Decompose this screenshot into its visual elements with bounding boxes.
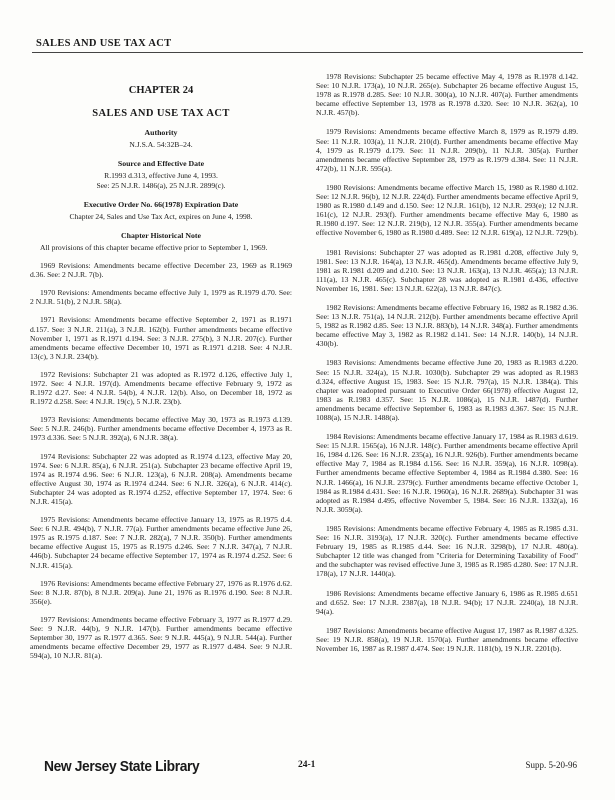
history-heading: Chapter Historical Note xyxy=(121,230,201,240)
expiration-text: Chapter 24, Sales and Use Tax Act, expires on June 4, 1998. xyxy=(69,211,253,221)
chapter-number: CHAPTER 24 xyxy=(128,85,194,96)
history-paragraph: 1983 Revisions: Amendments became effective June 20, 1983 as R.1983 d.220. See: 15 N.J.R. 324(a), 15 N.J.R. 1030(b). Subchapter 29 was adopted as R.1983 d.324, effective August 15, 1983. See: 15 N.J.R. 797(a), 15 N.J.R. 1384(a). This chapter was readopted pursuant to Executive Order 66(1978) effective August 12, 1983 as R.1983 d.357. See: 15 N.J.R. 1086(a), 15 N.J.R. 1487(d). Further amendments became effective September 6, 1983 as R.1983 d.367. See: 15 N.J.R. 1088(a), 15 N.J.R. 1488(a). xyxy=(316,358,578,422)
history-paragraph: 1975 Revisions: Amendments became effective January 13, 1975 as R.1975 d.4. See: 6 N.J.R. 494(b), 7 N.J.R. 77(a). Further amendments became effective June 26, 1975 as R.1975 d.187. See: 7 N.J.R. 282(a), 7 N.J.R. 350(b). Further amendments became effective August 15, 1975 as R.1975 d.246. See: 7 N.J.R. 347(a), 7 N.J.R. 446(b). Subchapter 24 became effective September 17, 1974 as R.1974 d.252. See: 6 N.J.R. 415(a). xyxy=(30,515,292,570)
history-paragraph: 1987 Revisions: Amendments became effective August 17, 1987 as R.1987 d.325. See: 19 N.J.R. 858(a), 19 N.J.R. 1570(a). Further amendments became effective November 16, 1987 as R.1987 d.474. See: 19 N.J.R. 1181(b), 19 N.J.R. 2201(b). xyxy=(316,625,578,653)
supplement-date: Supp. 5-20-96 xyxy=(525,760,577,770)
history-paragraph: 1976 Revisions: Amendments became effective February 27, 1976 as R.1976 d.62. See: 8 N.J.R. 87(b), 8 N.J.R. 209(a). June 21, 1976 as R.1976 d.190. See: 8 N.J.R. 356(e). xyxy=(30,578,292,606)
header-rule xyxy=(32,52,583,53)
expiration-heading: Executive Order No. 66(1978) Expiration Date xyxy=(83,199,239,209)
left-column xyxy=(30,86,292,669)
history-paragraph: 1982 Revisions: Amendments became effective February 16, 1982 as R.1982 d.36. See: 13 N.J.R. 751(a), 14 N.J.R. 212(b). Further amendments became effective April 5, 1982 as R.1982 d.85. See: 13 N.J.R. 883(b), 14 N.J.R. 348(a). Further amendments became effective May 3, 1982 as R.1982 d.141. See: 14 N.J.R. 140(b), 14 N.J.R. 430(b). xyxy=(316,302,578,349)
history-paragraph: 1974 Revisions: Subchapter 22 was adopted as R.1974 d.123, effective May 20, 1974. See: 6 N.J.R. 85(a), 6 N.J.R. 251(a). Subchapter 23 became effective April 19, 1974 as R.1974 d.96. See: 6 N.J.R. 123(a), 6 N.J.R. 208(a). Amendments became effective August 30, 1974 as R.1974 d.244. See: 6 N.J.R. 326(a), 6 N.J.R. 414(c). Subchapter 24 was adopted as R.1974 d.252, effective September 17, 1974. See: 6 N.J.R. 415(a). xyxy=(30,451,292,506)
source-heading: Source and Effective Date xyxy=(117,159,205,169)
source-text-2: See: 25 N.J.R. 1486(a), 25 N.J.R. 2899(c). xyxy=(96,180,226,190)
history-paragraph: 1977 Revisions: Amendments became effective February 3, 1977 as R.1977 d.29. See: 9 N.J.R. 44(b), 9 N.J.R. 147(b). Further amendments became effective September 30, 1977 as R.1977 d.365. See: 9 N.J.R. 445(a), 9 N.J.R. 544(a). Further amendments became effective December 29, 1977 as R.1977 d.484. See: 9 N.J.R. 594(a), 10 N.J.R. 81(a). xyxy=(30,614,292,661)
history-paragraph: 1971 Revisions: Amendments became effective September 2, 1971 as R.1971 d.157. See: 3 N.J.R. 211(a), 3 N.J.R. 162(b). Further amendments became effective November 1, 1971 as R.1971 d.194. See: 3 N.J.R. 275(b), 3 N.J.R. 207(c). Further amendments became effective December 10, 1971 as R.1971 d.218. See: 4 N.J.R. 13(c), 3 N.J.R. 234(b). xyxy=(30,315,292,361)
history-paragraph: 1980 Revisions: Amendments became effective March 15, 1980 as R.1980 d.102. See: 12 N.J.R. 96(b), 12 N.J.R. 224(d). Further amendments became effective April 9, 1980 as R.1980 d.149 and d.150. See: 12 N.J.R. 161(b), 12 N.J.R. 293(e); 12 N.J.R. 161(c), 12 N.J.R. 293(f). Further amendments became effective May 6, 1980 as R.1980 d.197. See: 12 N.J.R. 219(b), 12 N.J.R. 355(a). Further amendments became effective November 6, 1980 as R.1980 d.489. See: 12 N.J.R. 619(a), 12 N.J.R. 729(b). xyxy=(316,182,579,238)
history-paragraph: 1979 Revisions: Amendments became effective March 8, 1979 as R.1979 d.89. See: 11 N.J.R. 103(a), 11 N.J.R. 210(d). Further amendments became effective May 4, 1979 as R.1979 d.179. See: 11 N.J.R. 209(b), 11 N.J.R. 305(a). Further amendments became effective September 28, 1979 as R.1979 d.384. See: 11 N.J.R. 472(b), 11 N.J.R. 595(a). xyxy=(316,127,578,173)
history-paragraph: All provisions of this chapter became effective prior to September 1, 1969. xyxy=(40,242,268,252)
history-paragraph: 1981 Revisions: Subchapter 27 was adopted as R.1981 d.208, effective July 9, 1981. See: 13 N.J.R. 164(a), 13 N.J.R. 465(d). Amendments became effective July 9, 1981 as R.1981 d.209 and d.210. See: 13 N.J.R. 163(a), 13 N.J.R. 465(a); 13 N.J.R. 111(a), 13 N.J.R. 465(c). Subchapter 28 was adopted as R.1981 d.436, effective November 16, 1981. See: 13 N.J.R. 622(a), 13 N.J.R. 847(c). xyxy=(316,247,578,293)
history-paragraph: 1986 Revisions: Amendments became effective January 6, 1986 as R.1985 d.651 and d.652. See: 17 N.J.R. 2387(a), 18 N.J.R. 94(b); 17 N.J.R. 2240(a), 18 N.J.R. 94(a). xyxy=(316,588,578,616)
source-text-1: R.1993 d.313, effective June 4, 1993. xyxy=(104,171,218,181)
history-paragraph: 1972 Revisions: Subchapter 21 was adopted as R.1972 d.126, effective July 1, 1972. See: 4 N.J.R. 197(d). Amendments became effective February 9, 1972 as R.1972 d.27. See: 4 N.J.R. 54(b), 4 N.J.R. 12(b). Also, on December 18, 1972 as R.1972 d.258. See: 4 N.J.R. 19(c), 5 N.J.R. 23(b). xyxy=(30,369,292,407)
history-paragraph: 1970 Revisions: Amendments became effective July 1, 1979 as R.1979 d.70. See: 2 N.J.R. 51(b), 2 N.J.R. 58(a). xyxy=(30,288,292,307)
library-stamp: New Jersey State Library xyxy=(44,758,200,775)
history-paragraph: 1973 Revisions: Amendments became effective May 30, 1973 as R.1973 d.139. See: 5 N.J.R. 246(b). Further amendments became effective December 4, 1973 as R. 1973 d.336. See: 5 N.J.R. 392(a), 6 N.J.R. 38(a). xyxy=(30,415,292,443)
right-column xyxy=(316,72,578,663)
history-paragraph: 1984 Revisions: Amendments became effective January 17, 1984 as R.1983 d.619. See: 15 N.J.R. 1565(a), 16 N.J.R. 148(c). Further amendments became effective April 16, 1984 d.126. See: 16 N.J.R. 235(a), 16 N.J.R. 926(b). Further amendments became effective May 7, 1984 as R.1984 d.156. See: 16 N.J.R. 359(a), 16 N.J.R. 1098(a). Further amendments became effective September 4, 1984 as R.1984 d.380. See: 16 N.J.R. 1466(a), 16 N.J.R. 2379(c). Further amendments became effective October 1, 1984 as R.1984 d.431. See: 16 N.J.R. 1960(a), 16 N.J.R. 2689(a). Subchapter 31 was adopted as R.1984 d.495, effective November 5, 1984. See: 16 N.J.R. 1332(a), 16 N.J.R. 3059(a). xyxy=(316,432,578,514)
running-head: SALES AND USE TAX ACT xyxy=(36,38,172,49)
authority-text: N.J.S.A. 54:32B–24. xyxy=(129,140,193,150)
page-number: 24-1 xyxy=(298,760,316,770)
history-paragraph: 1969 Revisions: Amendments became effective December 23, 1969 as R.1969 d.36. See: 2 N.J.R. 7(b). xyxy=(30,261,292,280)
history-paragraph: 1985 Revisions: Amendments became effective February 4, 1985 as R.1985 d.31. See: 16 N.J.R. 3193(a), 17 N.J.R. 320(c). Further amendments became effective February 19, 1985 as R.1985 d.44. See: 16 N.J.R. 3298(b), 17 N.J.R. 480(a). Subchapter 12 title was changed from "Criteria for Determining Taxability of Food" and the subchapter was revised effective June 3, 1985 as R.1985 d.280. See: 17 N.J.R. 178(a), 17 N.J.R. 1440(a). xyxy=(316,523,578,579)
chapter-title: SALES AND USE TAX ACT xyxy=(92,108,230,120)
authority-heading: Authority xyxy=(144,128,178,138)
history-paragraph: 1978 Revisions: Subchapter 25 became effective May 4, 1978 as R.1978 d.142. See: 10 N.J.R. 173(a), 10 N.J.R. 265(e). Subchapter 26 became effective August 15, 1978 as R.1978 d.285. See: 10 N.J.R. 300(a), 10 N.J.R. 407(a). Further amendments became effective September 13, 1978 as R.1978 d.320. See: 10 N.J.R. 362(a), 10 N.J.R. 457(b). xyxy=(316,72,578,118)
